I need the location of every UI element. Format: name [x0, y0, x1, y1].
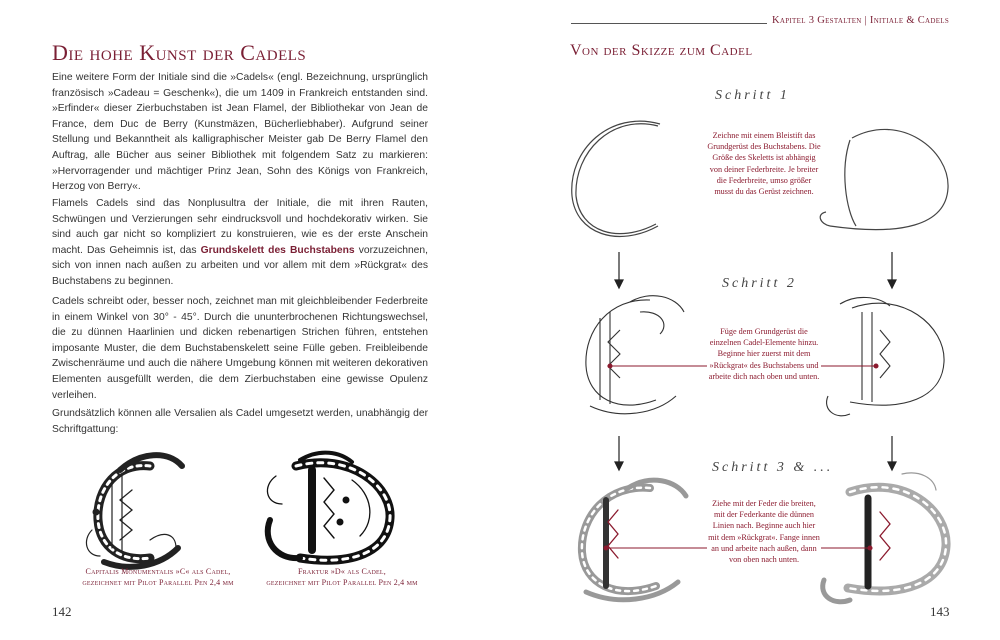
page-number-right: 143 [930, 604, 950, 619]
drawing-c-step-3 [582, 480, 686, 600]
step-2-label: Schritt 2 [722, 276, 797, 291]
paragraph-2-text-after: vorzuzeichnen, sich von innen nach außen zu arbeiten und vor allem mit dem »Rückgrat« des Buchstabens zu beginnen. [52, 244, 428, 287]
paragraph-4: Grundsätzlich können alle Versalien als Cadel umgesetzt werden, unabhängig der Schriftgattung: [52, 408, 428, 435]
caption-cadel-d: Fraktur »D« als Cadel, gezeichnet mit Pilot Parallel Pen 2,4 mm [266, 567, 418, 587]
highlight-term: Grundskelett des Buchstabens [200, 244, 355, 256]
pointer-lines-step-3 [604, 546, 872, 550]
step-3-label: Schritt 3 & ... [712, 460, 834, 475]
section-title: Von der Skizze zum Cadel [570, 42, 753, 59]
drawing-d-step-3 [823, 473, 946, 602]
running-header: Kapitel 3 Gestalten | Initiale & Cadels [772, 15, 950, 26]
step-1-label: Schritt 1 [715, 88, 790, 103]
sketch-d-step-1 [820, 129, 948, 229]
step-3-note: Ziehe mit der Feder die breiten, mit der Federkante die dünnen Linien nach. Beginne auch hier mit dem »Rückgrat«. Fange innen an und arbeite nach außen, dann von oben nach unten. [708, 499, 820, 565]
caption-cadel-c: Capitalis Monumentalis »C« als Cadel, gezeichnet mit Pilot Parallel Pen 2,4 mm [82, 567, 234, 587]
arrow-left-1 [615, 252, 623, 288]
page-title: Die hohe Kunst der Cadels [52, 40, 307, 65]
drawing-d-step-2 [827, 297, 944, 415]
right-page [500, 0, 1000, 640]
paragraph-3: Cadels schreibt oder, besser noch, zeichnet man mit gleichbleibender Federbreite in einem Winkel von 30° - 45°. Durch die ununterbrochenen Richtungswechsel, die zu dünnen Haarlinien und dicken rebenartigen Strichen führen, entstehen imposante Muster, die dem Buchstabenskelett seine Fülle geben. Freibleibende Zwischenräume und auch die nähere Umgebung können mit weiteren dekorativen Elementen ausgefüllt werden, die dem Zierbuchstaben eine gewisse Opulenz verleihen. [52, 296, 428, 401]
paragraph-1: Eine weitere Form der Initiale sind die »Cadels« (engl. Bezeichnung, ursprünglich französisch »Cadeau = Geschenk«), die um 1409 in Frankreich entstanden sind. »Erfinder« dieser Zierbuchstaben ist Jean Flamel, der Bibliothekar von Jean de France, dem Duc de Berry (Kunstmäzen, Bücherliebhaber). Aufgrund seiner Stellung und Bekanntheit als kalligraphischer Meister gab De Berry Flamel den Auftrag, alle Bücher aus seiner Bibliothek mit folgendem Satz zu markieren: »Hervorragender und mächtiger Prinz Jean, Sohn des Königs von Frankreich, Herzog von Berry«. [52, 72, 428, 193]
pointer-lines-step-2 [608, 364, 878, 368]
step-illustrations [500, 0, 1000, 640]
step-1-note: Zeichne mit einem Bleistift das Grundgerüst des Buchstabens. Die Größe des Skeletts ist abhängig von deiner Federbreite. Je breiter die Federbreite, umso größer musst du das Gerüst zeichnen. [707, 131, 821, 197]
arrow-right-2 [888, 436, 896, 470]
paragraph-2-text-before: Flamels Cadels sind das Nonplusultra der Initiale, die mit ihren Rauten, Schwüngen und Verzierungen sehr eindrucksvoll und hochdekorativ wirken. Sie sind auch gar nicht so kompliziert zu konstruieren, wie es der erste Anschein macht. Das Geheimnis ist, das [52, 198, 428, 256]
arrow-right-1 [888, 252, 896, 288]
arrow-left-2 [615, 436, 623, 470]
drawing-c-step-2 [586, 296, 684, 414]
step-2-note: Füge dem Grundgerüst die einzelnen Cadel-Elemente hinzu. Beginne hier zuerst mit dem »Rückgrat« des Buchstabens und arbeite dich nach oben und unten. [708, 327, 820, 381]
page-number-left: 142 [52, 604, 72, 619]
sketch-c-step-1 [572, 121, 660, 236]
